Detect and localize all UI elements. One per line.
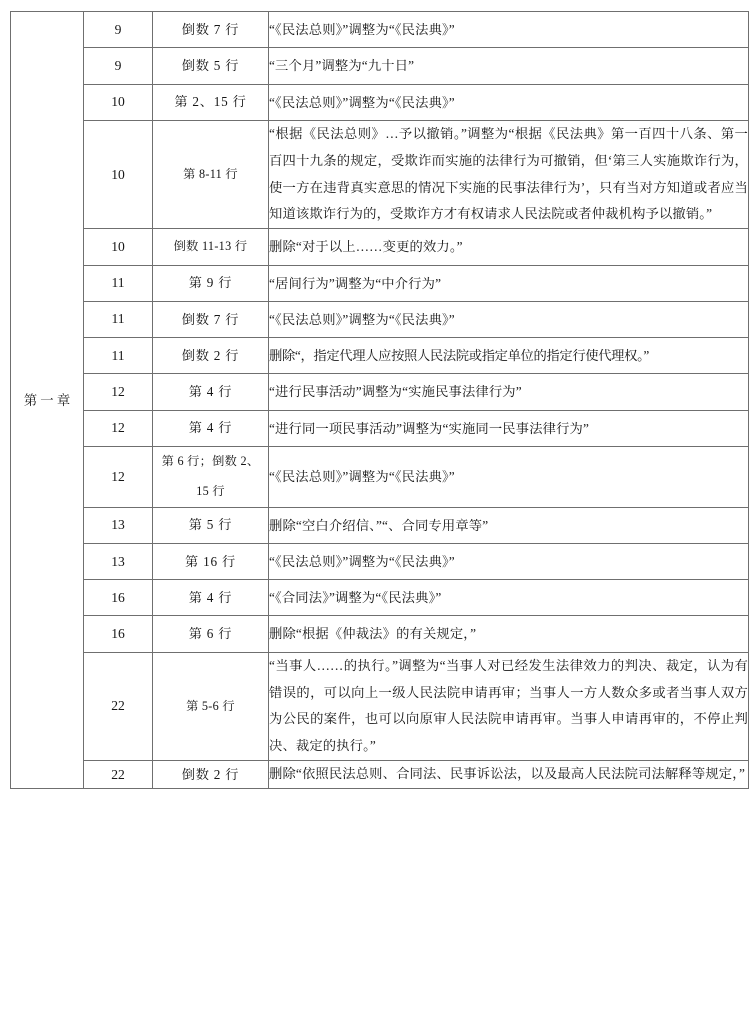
amendment-table-container bbox=[10, 11, 748, 789]
amendment-content-cell: “《民法总则》”调整为“《民法典》” bbox=[269, 12, 749, 48]
line-number-cell: 第 9 行 bbox=[153, 265, 269, 301]
line-number-cell: 第 8-11 行 bbox=[153, 120, 269, 228]
table-row bbox=[11, 410, 749, 446]
line-number-cell: 第 4 行 bbox=[153, 410, 269, 446]
line-number-cell: 倒数 7 行 bbox=[153, 301, 269, 337]
page-number-cell: 10 bbox=[84, 84, 153, 120]
amendment-content-cell: “三个月”调整为“九十日” bbox=[269, 48, 749, 84]
line-number-cell: 倒数 11-13 行 bbox=[153, 229, 269, 265]
amendment-content-cell: “《民法总则》”调整为“《民法典》” bbox=[269, 301, 749, 337]
page-number-cell: 12 bbox=[84, 374, 153, 410]
line-number-cell: 第 2、15 行 bbox=[153, 84, 269, 120]
line-number-cell: 第 4 行 bbox=[153, 580, 269, 616]
table-row bbox=[11, 446, 749, 507]
amendment-comparison-table bbox=[10, 11, 749, 789]
table-row bbox=[11, 761, 749, 789]
page-number-cell: 22 bbox=[84, 652, 153, 760]
amendment-content-cell: 删除“对于以上……变更的效力。” bbox=[269, 229, 749, 265]
line-number-cell: 倒数 2 行 bbox=[153, 338, 269, 374]
table-row bbox=[11, 229, 749, 265]
page-number-cell: 13 bbox=[84, 543, 153, 579]
page-number-cell: 10 bbox=[84, 120, 153, 228]
amendment-content-cell: 删除“依照民法总则、合同法、民事诉讼法，以及最高人民法院司法解释等规定，” bbox=[269, 761, 749, 789]
table-row bbox=[11, 120, 749, 228]
amendment-content-cell: “《民法总则》”调整为“《民法典》” bbox=[269, 84, 749, 120]
amendment-content-cell: “当事人……的执行。”调整为“当事人对已经发生法律效力的判决、裁定，认为有错误的，可以向上一级人民法院申请再审；当事人一方人数众多或者当事人双方为公民的案件，也可以向原审人民法院申请再审。当事人申请再审的，不停止判决、裁定的执行。” bbox=[269, 652, 749, 760]
amendment-content-cell: “进行民事活动”调整为“实施民事法律行为” bbox=[269, 374, 749, 410]
line-number-cell: 第 5-6 行 bbox=[153, 652, 269, 760]
page-number-cell: 13 bbox=[84, 507, 153, 543]
page-number-cell: 12 bbox=[84, 410, 153, 446]
page-number-cell: 9 bbox=[84, 12, 153, 48]
line-number-cell: 倒数 2 行 bbox=[153, 761, 269, 789]
page-number-cell: 11 bbox=[84, 301, 153, 337]
table-row bbox=[11, 265, 749, 301]
page-number-cell: 11 bbox=[84, 265, 153, 301]
table-row bbox=[11, 301, 749, 337]
page-number-cell: 12 bbox=[84, 446, 153, 507]
chapter-label-cell: 第一章 bbox=[11, 12, 84, 789]
line-number-part-2: 15 行 bbox=[196, 483, 225, 498]
line-number-cell: 第 6 行 bbox=[153, 616, 269, 652]
amendment-content-cell: “《民法总则》”调整为“《民法典》” bbox=[269, 543, 749, 579]
line-number-cell: 第 5 行 bbox=[153, 507, 269, 543]
page-number-cell: 10 bbox=[84, 229, 153, 265]
line-number-cell: 倒数 5 行 bbox=[153, 48, 269, 84]
amendment-content-cell: 删除“空白介绍信、”“、合同专用章等” bbox=[269, 507, 749, 543]
page-number-cell: 11 bbox=[84, 338, 153, 374]
line-number-cell: 第 4 行 bbox=[153, 374, 269, 410]
table-row bbox=[11, 652, 749, 760]
page-number-cell: 9 bbox=[84, 48, 153, 84]
amendment-content-cell: 删除“根据《仲裁法》的有关规定，” bbox=[269, 616, 749, 652]
page-number-cell: 16 bbox=[84, 580, 153, 616]
amendment-content-cell: “《合同法》”调整为“《民法典》” bbox=[269, 580, 749, 616]
table-row bbox=[11, 507, 749, 543]
page-number-cell: 16 bbox=[84, 616, 153, 652]
table-row bbox=[11, 12, 749, 48]
table-row bbox=[11, 338, 749, 374]
table-row bbox=[11, 84, 749, 120]
line-number-part-1: 第 6 行；倒数 2、 bbox=[161, 453, 260, 468]
page-number-cell: 22 bbox=[84, 761, 153, 789]
table-row bbox=[11, 374, 749, 410]
line-number-cell: 倒数 7 行 bbox=[153, 12, 269, 48]
amendment-content-cell: “进行同一项民事活动”调整为“实施同一民事法律行为” bbox=[269, 410, 749, 446]
amendment-content-cell: “居间行为”调整为“中介行为” bbox=[269, 265, 749, 301]
table-row bbox=[11, 616, 749, 652]
table-row bbox=[11, 543, 749, 579]
amendment-content-cell: 删除“，指定代理人应按照人民法院或指定单位的指定行使代理权。” bbox=[269, 338, 749, 374]
amendment-content-cell: “根据《民法总则》…予以撤销。”调整为“根据《民法典》第一百四十八条、第一百四十九条的规定，受欺诈而实施的法律行为可撤销，但‘第三人实施欺诈行为，使一方在违背真实意思的情况下实施的民事法律行为’，只有当对方知道或者应当知道该欺诈行为的，受欺诈方才有权请求人民法院或者仲裁机构予以撤销。” bbox=[269, 120, 749, 228]
line-number-cell bbox=[153, 446, 269, 507]
table-row bbox=[11, 580, 749, 616]
line-number-cell: 第 16 行 bbox=[153, 543, 269, 579]
amendment-content-cell: “《民法总则》”调整为“《民法典》” bbox=[269, 446, 749, 507]
table-row bbox=[11, 48, 749, 84]
